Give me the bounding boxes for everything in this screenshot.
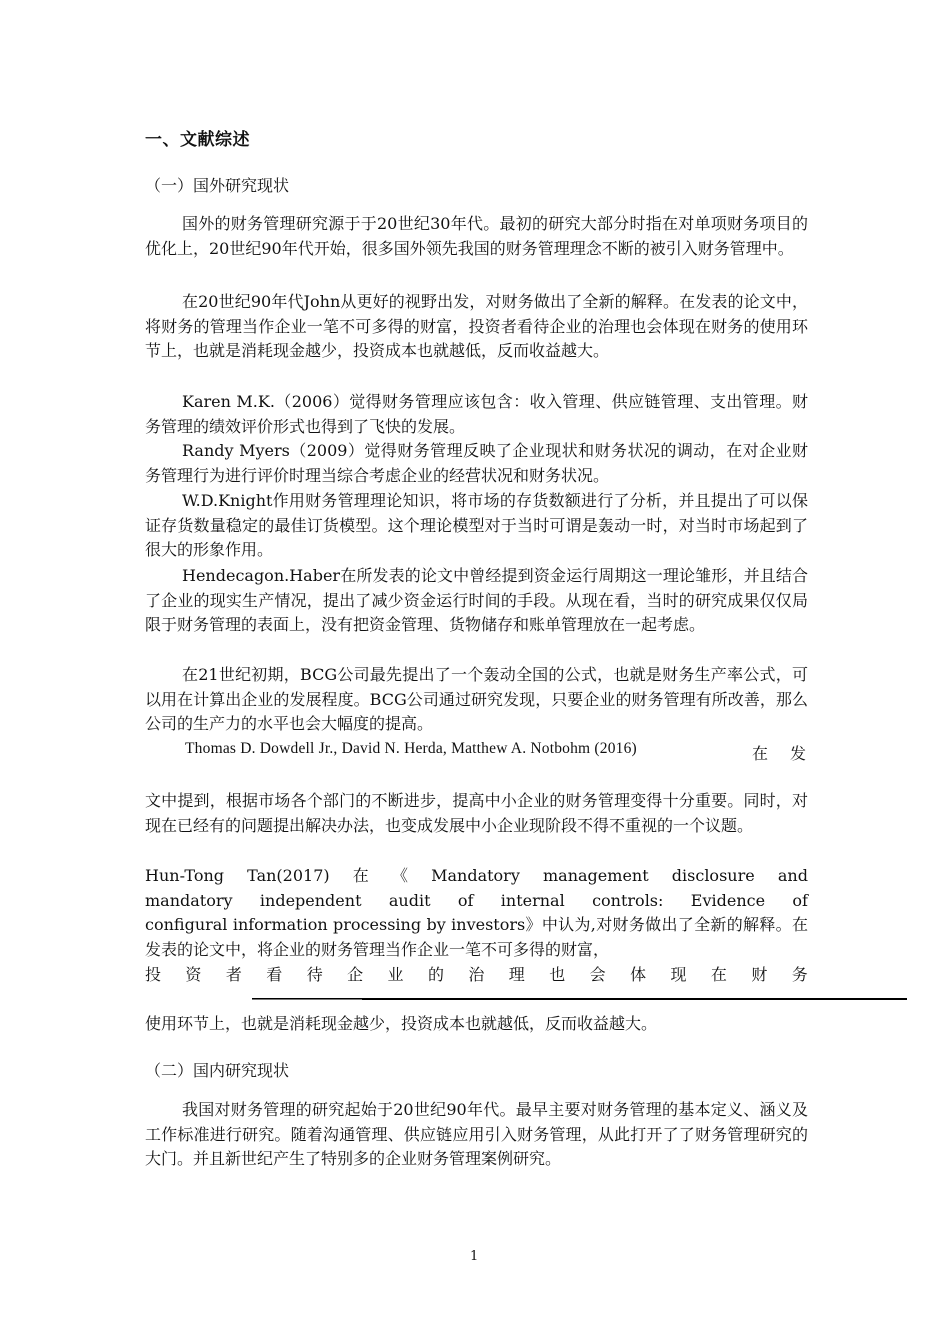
paragraph-randy-myers: Randy Myers（2009）觉得财务管理反映了企业现状和财务状况的调动，在对企业财务管理行为进行评价时理当综合考虑企业的经营状况和财务状况。: [145, 441, 808, 485]
section-heading-domestic: （二）国内研究现状: [145, 1061, 290, 1080]
char: 投: [145, 965, 162, 984]
paragraph-foreign-origin: 国外的财务管理研究源于于20世纪30年代。最初的研究大部分时指在对单项财务项目的优化上，20世纪90年代开始，很多国外领先我国的财务管理理念不断的被引入财务管理中。: [145, 214, 808, 258]
paragraph-hun-tong-body: configural information processing by investors》中认为,对财务做出了全新的解释。在发表的论文中，将企业的财务管理当作企业一笔不可多得的财富，: [145, 915, 808, 959]
word: Tan(2017): [247, 866, 330, 885]
char: 会: [589, 965, 606, 984]
char: 财: [751, 965, 768, 984]
char: 务: [791, 965, 808, 984]
char: 者: [225, 965, 242, 984]
paragraph-domestic: 我国对财务管理的研究起始于20世纪90年代。最早主要对财务管理的基本定义、涵义及工作标准进行研究。随着沟通管理、供应链应用引入财务管理，从此打开了了财务管理研究的大门。并且新世纪产生了特别多的企业财务管理案例研究。: [145, 1100, 808, 1169]
char: 在: [710, 965, 727, 984]
word: disclosure: [671, 866, 755, 885]
paragraph-hun-tong-line-1: [145, 864, 808, 889]
char: 的: [427, 965, 444, 984]
paragraph-hun-tong-continued: 使用环节上，也就是消耗现金越少，投资成本也就越低，反而收益越大。: [145, 1014, 658, 1033]
word: internal: [500, 891, 565, 910]
word: of: [792, 891, 808, 910]
word: Evidence: [690, 891, 766, 910]
section-heading-foreign: （一）国外研究现状: [145, 176, 290, 195]
word: 在: [352, 866, 369, 885]
paragraph-hendecagon: Hendecagon.Haber在所发表的论文中曾经提到资金运行周期这一理论雏形，并且结合了企业的现实生产情况，提出了减少资金运行时间的手段。从现在看，当时的研究成果仅仅局限于财务管理的表面上，没有把资金管理、货物储存和账单管理放在一起考虑。: [145, 566, 808, 635]
word: management: [543, 866, 649, 885]
paragraph-hun-tong-spaced-line: [145, 963, 808, 988]
char: 体: [630, 965, 647, 984]
page-number: 1: [470, 1249, 479, 1264]
paragraph-knight: W.D.Knight作用财务管理理论知识，将市场的存货数额进行了分析，并且提出了可以保证存货数量稳定的最佳订货模型。这个理论模型对于当时可谓是轰动一时，对当时市场起到了很大的形象作用。: [145, 491, 808, 560]
char: 待: [306, 965, 323, 984]
word: Mandatory: [431, 866, 520, 885]
char: 现: [670, 965, 687, 984]
char: 也: [549, 965, 566, 984]
paragraph-thomas-word-zai: 在: [752, 744, 769, 763]
paragraph-karen: Karen M.K.（2006）觉得财务管理应该包含：收入管理、供应链管理、支出管理。财务管理的绩效评价形式也得到了飞快的发展。: [145, 392, 808, 436]
word: Hun-Tong: [145, 866, 225, 885]
paragraph-thomas-authors: Thomas D. Dowdell Jr., David N. Herda, Matthew A. Notbohm (2016): [185, 740, 637, 757]
paragraph-hun-tong-line-2: [145, 889, 808, 914]
char: 看: [266, 965, 283, 984]
word: 《: [391, 866, 408, 885]
paragraph-john: 在20世纪90年代John从更好的视野出发，对财务做出了全新的解释。在发表的论文中，将财务的管理当作企业一笔不可多得的财富，投资者看待企业的治理也会体现在财务的使用环节上，也就是消耗现金越少，投资成本也就越低，反而收益越大。: [145, 292, 808, 361]
word: audit: [388, 891, 431, 910]
word: mandatory: [145, 891, 233, 910]
word: independent: [259, 891, 362, 910]
char: 资: [185, 965, 202, 984]
char: 企: [347, 965, 364, 984]
word: and: [777, 866, 808, 885]
chapter-heading: 一、文献综述: [145, 130, 250, 150]
paragraph-thomas-word-fa: 发: [790, 744, 807, 763]
paragraph-thomas-body: 文中提到，根据市场各个部门的不断进步，提高中小企业的财务管理变得十分重要。同时，对现在已经有的问题提出解决办法，也变成发展中小企业现阶段不得不重视的一个议题。: [145, 791, 808, 835]
horizontal-rule-faint: [252, 999, 362, 1000]
char: 治: [468, 965, 485, 984]
paragraph-bcg: 在21世纪初期，BCG公司最先提出了一个轰动全国的公式，也就是财务生产率公式，可以用在计算出企业的发展程度。BCG公司通过研究发现，只要企业的财务管理有所改善，那么公司的生产力的水平也会大幅度的提高。: [145, 665, 808, 734]
word: of: [457, 891, 474, 910]
char: 理: [508, 965, 525, 984]
word: controls:: [592, 891, 664, 910]
char: 业: [387, 965, 404, 984]
